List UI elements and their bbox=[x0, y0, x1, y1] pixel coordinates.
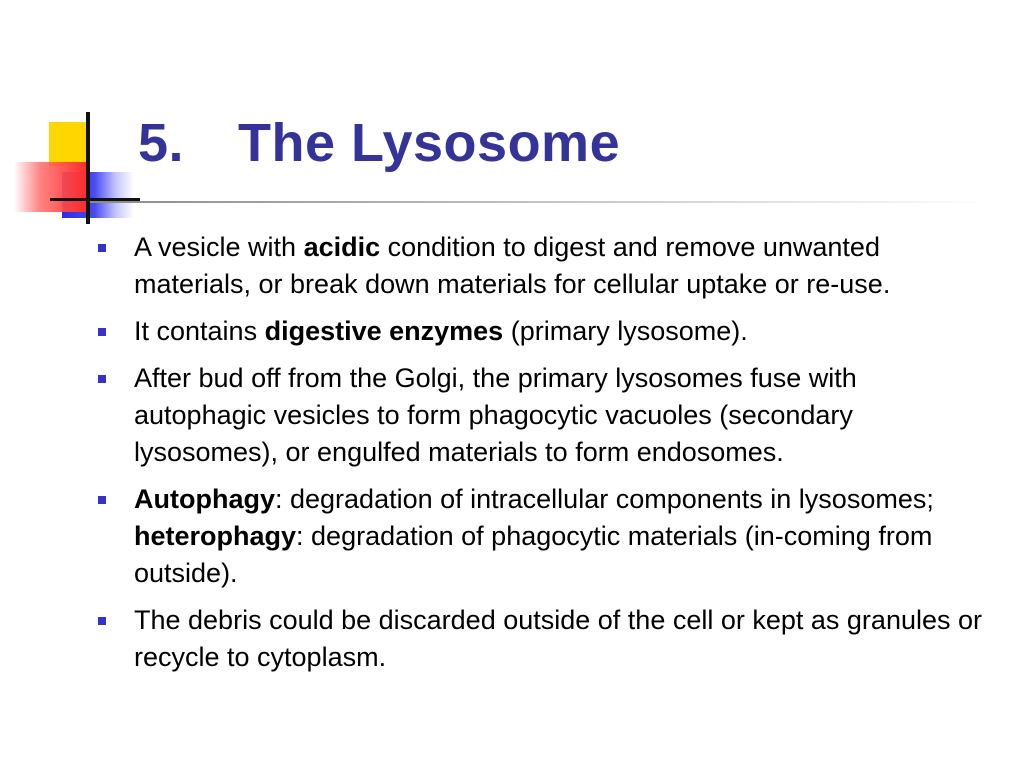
bullet-text-bold: Autophagy bbox=[134, 484, 275, 514]
slide-title bbox=[138, 112, 620, 174]
bullet-text: : degradation of phagocytic materials (in-coming from outside). bbox=[134, 521, 933, 588]
bullet-text: The debris could be discarded outside of the cell or kept as granules or recycle to cytoplasm. bbox=[134, 605, 982, 672]
bullet-text-bold: heterophagy bbox=[134, 521, 297, 551]
bullet-text: It contains bbox=[134, 316, 265, 346]
bullet-marker-icon bbox=[98, 244, 106, 252]
bullet-text-bold: digestive enzymes bbox=[264, 316, 504, 346]
bullet-marker-icon bbox=[98, 496, 106, 504]
bullet-item bbox=[96, 481, 996, 592]
bullet-item bbox=[96, 313, 996, 350]
bullet-marker-icon bbox=[98, 617, 106, 625]
vertical-line bbox=[86, 112, 90, 224]
bullet-text: After bud off from the Golgi, the primary lysosomes fuse with autophagic vesicles to form phagocytic vacuoles (secondary lysosomes), or engulfed materials to form endosomes. bbox=[134, 363, 857, 467]
red-square bbox=[14, 162, 88, 212]
title-text: The Lysosome bbox=[238, 113, 621, 173]
bullet-text-bold: acidic bbox=[303, 232, 381, 262]
bullet-item bbox=[96, 229, 996, 303]
bullet-text: A vesicle with bbox=[134, 232, 304, 262]
yellow-square bbox=[49, 122, 89, 166]
bullet-text: (primary lysosome). bbox=[503, 316, 748, 346]
bullet-text: : degradation of intracellular components in lysosomes; bbox=[275, 484, 934, 514]
decorative-logo bbox=[0, 0, 160, 240]
bullet-text: condition to digest and remove unwanted materials, or break down materials for cellular uptake or re-use. bbox=[134, 232, 891, 299]
bullet-marker-icon bbox=[98, 375, 106, 383]
bullet-item bbox=[96, 360, 996, 471]
title-number: 5. bbox=[138, 113, 185, 173]
bullet-list bbox=[96, 229, 996, 686]
title-divider bbox=[90, 201, 990, 203]
bullet-item bbox=[96, 602, 996, 676]
bullet-marker-icon bbox=[98, 328, 106, 336]
